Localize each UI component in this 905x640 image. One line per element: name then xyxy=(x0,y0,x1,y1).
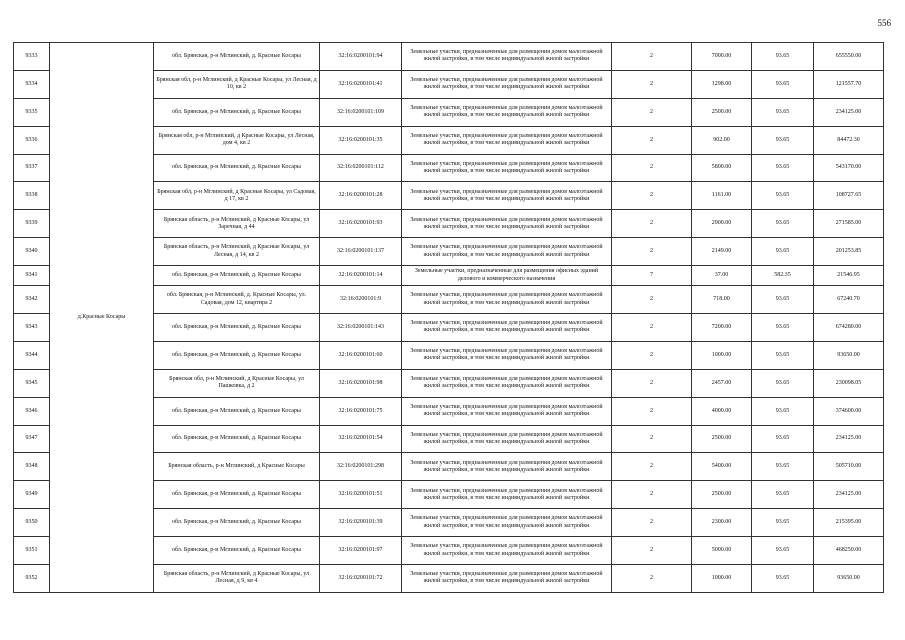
cadastral-value-cell: 201253.85 xyxy=(814,238,884,266)
cadastral-value-cell: 543170.00 xyxy=(814,154,884,182)
address-cell: обл. Брянская, р-н Мглинский, д. Красные Косары xyxy=(154,481,320,509)
specific-value-cell: 93.65 xyxy=(752,210,814,238)
address-cell: обл. Брянская, р-н Мглинский, д. Красные Косары xyxy=(154,314,320,342)
cadastral-number-cell: 32:16:0200101:9 xyxy=(320,286,402,314)
specific-value-cell: 93.65 xyxy=(752,397,814,425)
row-number: 9333 xyxy=(14,43,50,71)
group-cell: 2 xyxy=(612,565,692,593)
row-number: 9350 xyxy=(14,509,50,537)
cadastral-number-cell: 32:16:0200101:14 xyxy=(320,266,402,286)
table-body xyxy=(14,43,884,593)
area-cell: 7200.00 xyxy=(692,314,752,342)
page-number: 556 xyxy=(877,18,891,28)
specific-value-cell: 582.35 xyxy=(752,266,814,286)
specific-value-cell: 93.65 xyxy=(752,369,814,397)
cadastral-number-cell: 32:16:0200101:28 xyxy=(320,182,402,210)
area-cell: 2149.00 xyxy=(692,238,752,266)
cadastral-number-cell: 32:16:0200101:298 xyxy=(320,453,402,481)
specific-value-cell: 93.65 xyxy=(752,286,814,314)
group-cell: 2 xyxy=(612,341,692,369)
cadastral-number-cell: 32:16:0200101:35 xyxy=(320,126,402,154)
area-cell: 5800.00 xyxy=(692,154,752,182)
address-cell: обл. Брянская, р-н Мглинский, д. Красные Косары xyxy=(154,43,320,71)
cadastral-value-cell: 67240.70 xyxy=(814,286,884,314)
specific-value-cell: 93.65 xyxy=(752,537,814,565)
group-cell: 2 xyxy=(612,537,692,565)
cadastral-value-cell: 674280.00 xyxy=(814,314,884,342)
cadastral-value-cell: 234125.00 xyxy=(814,481,884,509)
group-cell: 2 xyxy=(612,43,692,71)
address-cell: Брянская область, р-н Мглинский, д Красные Косары xyxy=(154,453,320,481)
address-cell: Брянская область, р-н Мглинский, д Красные Косары, ул Лесная, д 9, кв 4 xyxy=(154,565,320,593)
group-cell: 7 xyxy=(612,266,692,286)
land-use-cell: Земельные участки, предназначенные для размещения домов малоэтажной жилой застройки, в том числе индивидуальной жилой застройки xyxy=(402,565,612,593)
specific-value-cell: 93.65 xyxy=(752,425,814,453)
cadastral-number-cell: 32:16:0200101:75 xyxy=(320,397,402,425)
area-cell: 2900.00 xyxy=(692,210,752,238)
land-use-cell: Земельные участки, предназначенные для размещения домов малоэтажной жилой застройки, в том числе индивидуальной жилой застройки xyxy=(402,43,612,71)
row-number: 9335 xyxy=(14,98,50,126)
specific-value-cell: 93.65 xyxy=(752,43,814,71)
address-cell: Брянская область, р-н Мглинский, д Красные Косары, ул Лесная, д 14, кв 2 xyxy=(154,238,320,266)
row-number: 9348 xyxy=(14,453,50,481)
area-cell: 37.00 xyxy=(692,266,752,286)
address-cell: обл. Брянская, р-н Мглинский, д. Красные Косары xyxy=(154,509,320,537)
cadastral-number-cell: 32:16:0200101:39 xyxy=(320,509,402,537)
group-cell: 2 xyxy=(612,154,692,182)
specific-value-cell: 93.65 xyxy=(752,565,814,593)
area-cell: 2500.00 xyxy=(692,98,752,126)
group-cell: 2 xyxy=(612,453,692,481)
cadastral-value-cell: 271585.00 xyxy=(814,210,884,238)
area-cell: 902.00 xyxy=(692,126,752,154)
cadastral-number-cell: 32:16:0200101:94 xyxy=(320,43,402,71)
specific-value-cell: 93.65 xyxy=(752,238,814,266)
row-number: 9347 xyxy=(14,425,50,453)
cadastral-value-cell: 655550.00 xyxy=(814,43,884,71)
land-use-cell: Земельные участки, предназначенные для размещения домов малоэтажной жилой застройки, в том числе индивидуальной жилой застройки xyxy=(402,481,612,509)
cadastral-value-cell: 108727.65 xyxy=(814,182,884,210)
cadastral-number-cell: 32:16:0200101:60 xyxy=(320,341,402,369)
cadastral-value-cell: 93650.00 xyxy=(814,565,884,593)
land-use-cell: Земельные участки, предназначенные для размещения домов малоэтажной жилой застройки, в том числе индивидуальной жилой застройки xyxy=(402,126,612,154)
address-cell: обл. Брянская, р-н Мглинский, д. Красные Косары xyxy=(154,341,320,369)
cadastral-value-cell: 215395.00 xyxy=(814,509,884,537)
area-cell: 5400.00 xyxy=(692,453,752,481)
address-cell: обл. Брянская, р-н Мглинский, д. Красные Косары xyxy=(154,266,320,286)
cadastral-number-cell: 32:16:0200101:109 xyxy=(320,98,402,126)
specific-value-cell: 93.65 xyxy=(752,182,814,210)
address-cell: обл. Брянская, р-н Мглинский, д. Красные Косары xyxy=(154,98,320,126)
group-cell: 2 xyxy=(612,509,692,537)
land-use-cell: Земельные участки, предназначенные для размещения домов малоэтажной жилой застройки, в том числе индивидуальной жилой застройки xyxy=(402,369,612,397)
cadastral-value-cell: 21546.95 xyxy=(814,266,884,286)
cadastral-number-cell: 32:16:0200101:41 xyxy=(320,70,402,98)
land-use-cell: Земельные участки, предназначенные для размещения домов малоэтажной жилой застройки, в том числе индивидуальной жилой застройки xyxy=(402,314,612,342)
cadastral-number-cell: 32:16:0200101:143 xyxy=(320,314,402,342)
row-number: 9338 xyxy=(14,182,50,210)
locality-cell: д.Красные Косары xyxy=(50,43,154,593)
group-cell: 2 xyxy=(612,481,692,509)
specific-value-cell: 93.65 xyxy=(752,98,814,126)
row-number: 9342 xyxy=(14,286,50,314)
area-cell: 1000.00 xyxy=(692,341,752,369)
specific-value-cell: 93.65 xyxy=(752,70,814,98)
cadastral-value-cell: 505710.00 xyxy=(814,453,884,481)
area-cell: 2457.00 xyxy=(692,369,752,397)
row-number: 9339 xyxy=(14,210,50,238)
row-number: 9337 xyxy=(14,154,50,182)
group-cell: 2 xyxy=(612,98,692,126)
cadastral-value-cell: 468250.00 xyxy=(814,537,884,565)
land-use-cell: Земельные участки, предназначенные для размещения домов малоэтажной жилой застройки, в том числе индивидуальной жилой застройки xyxy=(402,425,612,453)
specific-value-cell: 93.65 xyxy=(752,509,814,537)
cadastral-value-cell: 234125.00 xyxy=(814,425,884,453)
cadastral-number-cell: 32:16:0200101:112 xyxy=(320,154,402,182)
address-cell: Брянская обл, р-н Мглинский, д Красные Косары, ул Лесная, д 10, кв 2 xyxy=(154,70,320,98)
specific-value-cell: 93.65 xyxy=(752,481,814,509)
cadastral-value-cell: 121557.70 xyxy=(814,70,884,98)
address-cell: обл. Брянская, р-н Мглинский, д. Красные Косары xyxy=(154,425,320,453)
specific-value-cell: 93.65 xyxy=(752,453,814,481)
land-use-cell: Земельные участки, предназначенные для размещения домов малоэтажной жилой застройки, в том числе индивидуальной жилой застройки xyxy=(402,341,612,369)
address-cell: Брянская обл, р-н Мглинский, д Красные Косары, ул Лесная, дом 4, кв 2 xyxy=(154,126,320,154)
land-use-cell: Земельные участки, предназначенные для размещения домов малоэтажной жилой застройки, в том числе индивидуальной жилой застройки xyxy=(402,453,612,481)
row-number: 9352 xyxy=(14,565,50,593)
specific-value-cell: 93.65 xyxy=(752,154,814,182)
group-cell: 2 xyxy=(612,126,692,154)
row-number: 9351 xyxy=(14,537,50,565)
area-cell: 4000.00 xyxy=(692,397,752,425)
area-cell: 1161.00 xyxy=(692,182,752,210)
address-cell: Брянская обл, р-н Мглинский, д Красные Косары, ул Садовая, д 17, кв 2 xyxy=(154,182,320,210)
land-use-cell: Земельные участки, предназначенные для размещения домов малоэтажной жилой застройки, в том числе индивидуальной жилой застройки xyxy=(402,537,612,565)
group-cell: 2 xyxy=(612,210,692,238)
area-cell: 1000.00 xyxy=(692,565,752,593)
cadastral-value-cell: 234125.00 xyxy=(814,98,884,126)
table-row xyxy=(14,43,884,71)
cadastral-number-cell: 32:16:0200101:97 xyxy=(320,537,402,565)
land-use-cell: Земельные участки, предназначенные для размещения домов малоэтажной жилой застройки, в том числе индивидуальной жилой застройки xyxy=(402,509,612,537)
area-cell: 2500.00 xyxy=(692,481,752,509)
specific-value-cell: 93.65 xyxy=(752,314,814,342)
area-cell: 2300.00 xyxy=(692,509,752,537)
address-cell: обл. Брянская, р-н Мглинский, д. Красные Косары xyxy=(154,537,320,565)
address-cell: Брянская обл, р-н Мглинский, д Красные Косары, ул Пашковка, д 2 xyxy=(154,369,320,397)
land-use-cell: Земельные участки, предназначенные для размещения домов малоэтажной жилой застройки, в том числе индивидуальной жилой застройки xyxy=(402,154,612,182)
row-number: 9349 xyxy=(14,481,50,509)
address-cell: обл. Брянская, р-н Мглинский, д. Красные Косары, ул. Садовая, дом 12, квартира 2 xyxy=(154,286,320,314)
land-use-cell: Земельные участки, предназначенные для размещения офисных зданий делового и коммерческого назначения xyxy=(402,266,612,286)
specific-value-cell: 93.65 xyxy=(752,341,814,369)
specific-value-cell: 93.65 xyxy=(752,126,814,154)
group-cell: 2 xyxy=(612,369,692,397)
cadastral-value-cell: 230098.05 xyxy=(814,369,884,397)
area-cell: 5000.00 xyxy=(692,537,752,565)
land-use-cell: Земельные участки, предназначенные для размещения домов малоэтажной жилой застройки, в том числе индивидуальной жилой застройки xyxy=(402,286,612,314)
land-use-cell: Земельные участки, предназначенные для размещения домов малоэтажной жилой застройки, в том числе индивидуальной жилой застройки xyxy=(402,238,612,266)
cadastral-number-cell: 32:16:0200101:54 xyxy=(320,425,402,453)
cadastral-value-cell: 84472.30 xyxy=(814,126,884,154)
row-number: 9344 xyxy=(14,341,50,369)
group-cell: 2 xyxy=(612,425,692,453)
group-cell: 2 xyxy=(612,397,692,425)
area-cell: 2500.00 xyxy=(692,425,752,453)
cadastral-number-cell: 32:16:0200101:93 xyxy=(320,210,402,238)
group-cell: 2 xyxy=(612,286,692,314)
cadastral-value-cell: 93650.00 xyxy=(814,341,884,369)
group-cell: 2 xyxy=(612,238,692,266)
row-number: 9336 xyxy=(14,126,50,154)
area-cell: 1298.00 xyxy=(692,70,752,98)
group-cell: 2 xyxy=(612,314,692,342)
address-cell: обл. Брянская, р-н Мглинский, д. Красные Косары xyxy=(154,397,320,425)
cadastral-number-cell: 32:16:0200101:98 xyxy=(320,369,402,397)
cadastral-number-cell: 32:16:0200101:72 xyxy=(320,565,402,593)
row-number: 9340 xyxy=(14,238,50,266)
row-number: 9346 xyxy=(14,397,50,425)
row-number: 9345 xyxy=(14,369,50,397)
row-number: 9334 xyxy=(14,70,50,98)
area-cell: 718.00 xyxy=(692,286,752,314)
cadastral-number-cell: 32:16:0200101:51 xyxy=(320,481,402,509)
cadastral-value-cell: 374600.00 xyxy=(814,397,884,425)
land-use-cell: Земельные участки, предназначенные для размещения домов малоэтажной жилой застройки, в том числе индивидуальной жилой застройки xyxy=(402,98,612,126)
cadastral-number-cell: 32:16:0200101:137 xyxy=(320,238,402,266)
cadastral-value-table xyxy=(13,42,884,593)
land-use-cell: Земельные участки, предназначенные для размещения домов малоэтажной жилой застройки, в том числе индивидуальной жилой застройки xyxy=(402,210,612,238)
area-cell: 7000.00 xyxy=(692,43,752,71)
row-number: 9341 xyxy=(14,266,50,286)
group-cell: 2 xyxy=(612,182,692,210)
address-cell: Брянская область, р-н Мглинский, д Красные Косары, ул Заречная, д 44 xyxy=(154,210,320,238)
land-use-cell: Земельные участки, предназначенные для размещения домов малоэтажной жилой застройки, в том числе индивидуальной жилой застройки xyxy=(402,397,612,425)
group-cell: 2 xyxy=(612,70,692,98)
row-number: 9343 xyxy=(14,314,50,342)
address-cell: обл. Брянская, р-н Мглинский, д. Красные Косары xyxy=(154,154,320,182)
land-use-cell: Земельные участки, предназначенные для размещения домов малоэтажной жилой застройки, в том числе индивидуальной жилой застройки xyxy=(402,70,612,98)
land-use-cell: Земельные участки, предназначенные для размещения домов малоэтажной жилой застройки, в том числе индивидуальной жилой застройки xyxy=(402,182,612,210)
